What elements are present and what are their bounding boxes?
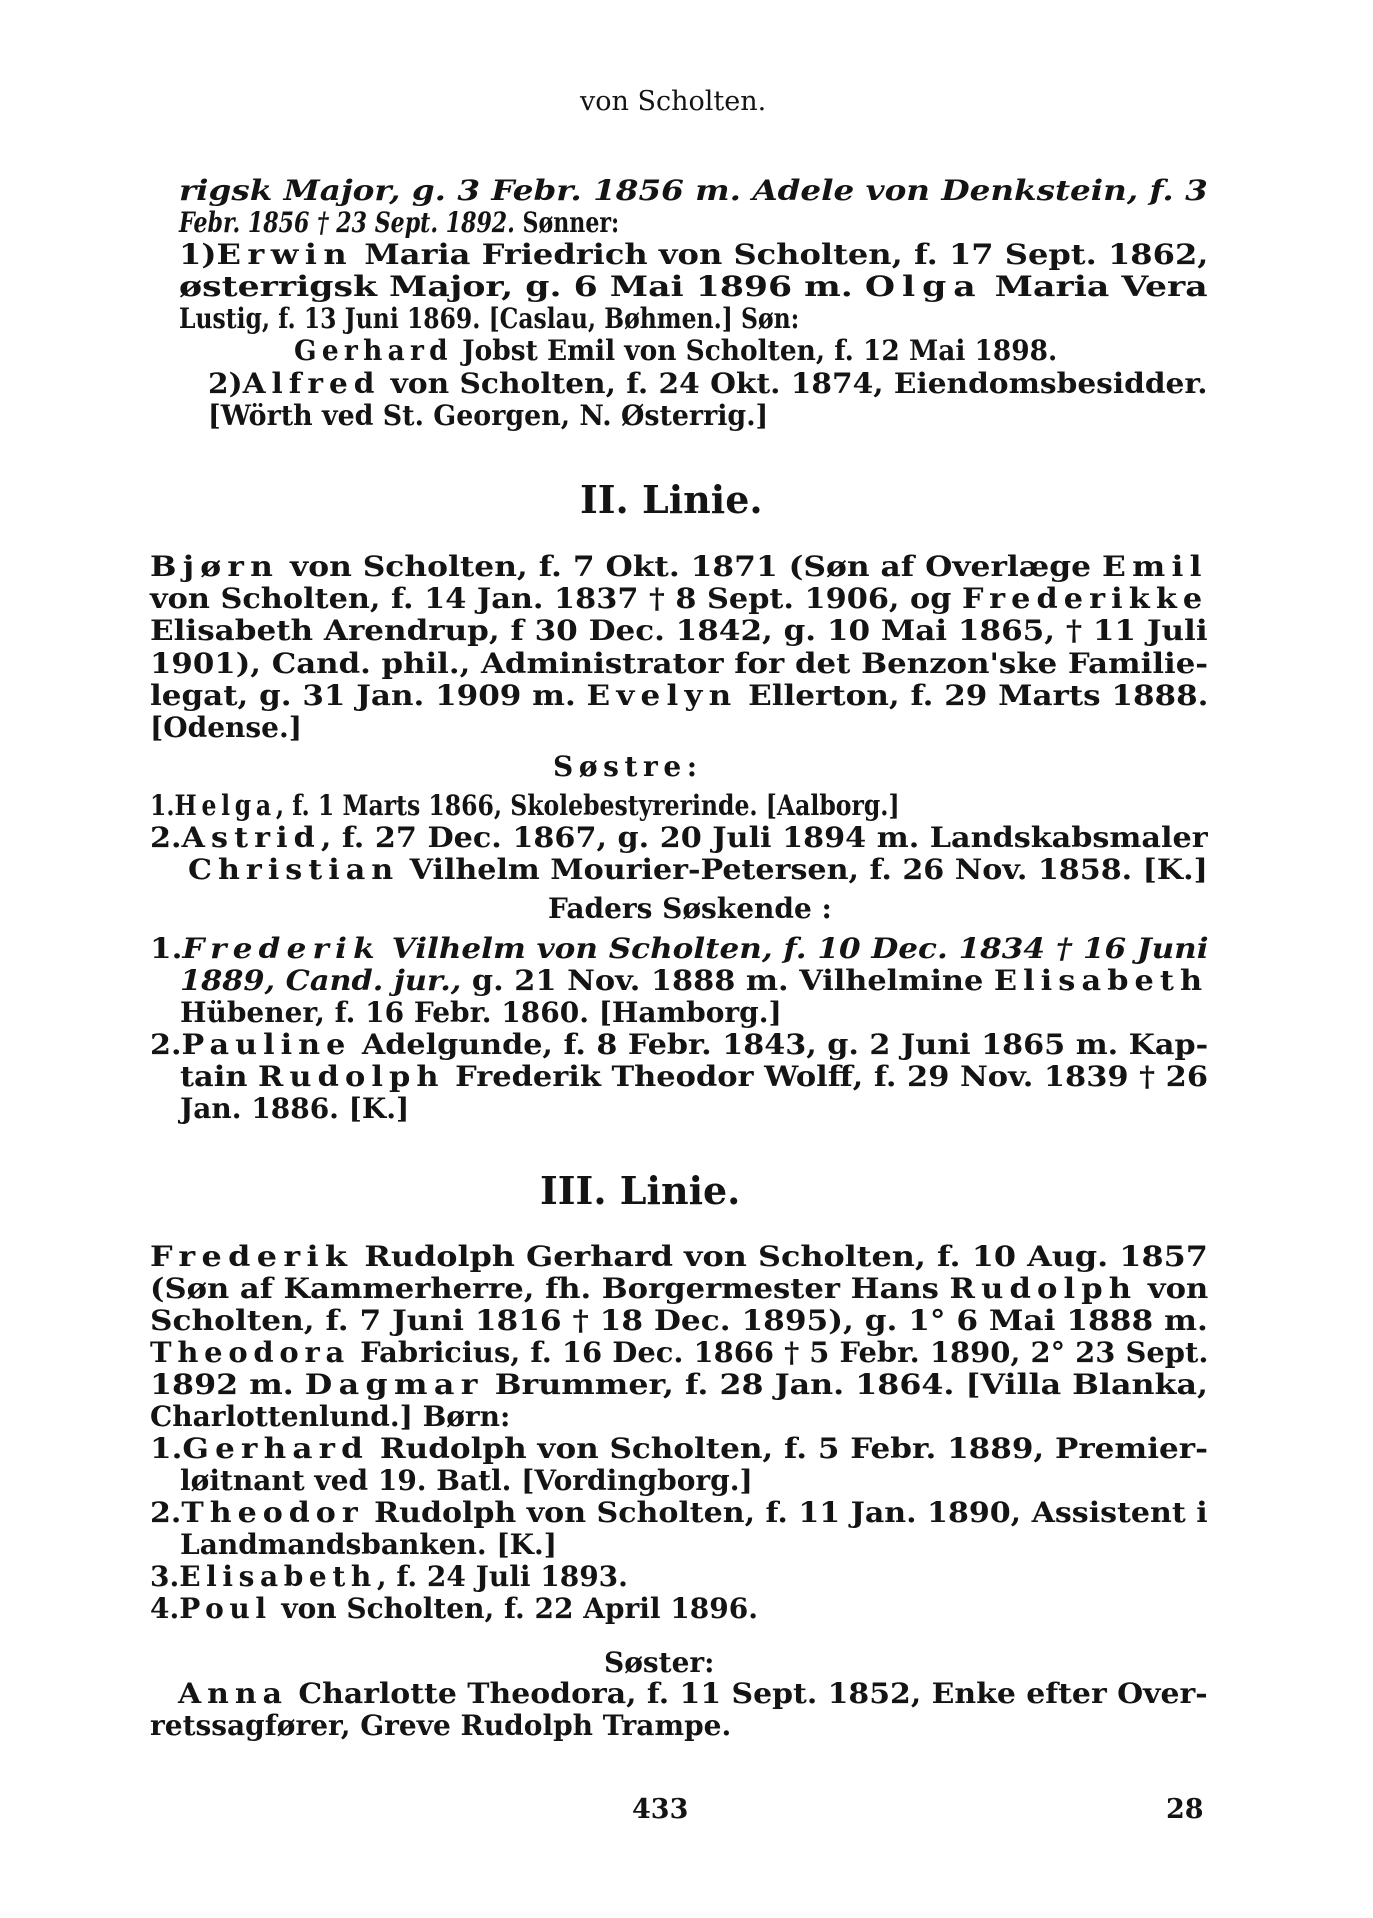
text-line-26 (180, 1092, 410, 1125)
text-line-40 (604, 1646, 715, 1679)
text-line-31 (150, 1336, 1209, 1369)
segment-1: 1) (179, 238, 217, 271)
segment-elisabeth: Elisabeth (179, 1560, 377, 1593)
section-heading (580, 477, 763, 522)
segment-ellerton-f-29-marts-1888: Ellerton, f. 29 Marts 1888. (737, 679, 1209, 712)
segment-rudolph: Rudolph (949, 1272, 1138, 1305)
segment-brummer-f-28-jan-1864-vi: Brummer, f. 28 Jan. 1864. [Villa Blanka, (483, 1368, 1209, 1401)
text-line-24 (150, 1028, 1209, 1061)
text-line-6 (294, 334, 1058, 367)
text-line-41 (178, 1677, 1208, 1710)
segment-von-scholten-f-22-april-: von Scholten, f. 22 April 1896. (271, 1592, 758, 1625)
segment-lustig-f-13-juni-1869-ca: Lustig, f. 13 Juni 1869. [Caslau, Bøhmen.] Søn: (179, 302, 800, 335)
text-line-5 (179, 302, 800, 335)
segment-f-27-dec-1867-g-20-juli-: , f. 27 Dec. 1867, g. 20 Juli 1894 m. Landskabsmaler (320, 821, 1208, 854)
segment-s-ster: Søster: (604, 1646, 715, 1679)
segment-scholten-f-7-juni-1816-1: Scholten, f. 7 Juni 1816 † 18 Dec. 1895), g. 1° 6 Mai 1888 m. (150, 1304, 1208, 1337)
segment-von-scholten-f-7-okt-187: von Scholten, f. 7 Okt. 1871 (Søn af Overlæge (279, 550, 1102, 583)
segment-l-itnant-ved-19-batl-vor: løitnant ved 19. Batl. [Vordingborg.] (180, 1464, 753, 1497)
segment-1901-cand-phil-administr: 1901), Cand. phil., Administrator for det Benzon'ske Familie- (150, 647, 1209, 680)
text-line-16 (553, 750, 703, 783)
text-line-36 (150, 1496, 1208, 1529)
segment-rudolph-von-scholten-f-5: Rudolph von Scholten, f. 5 Febr. 1889, Premier- (369, 1432, 1208, 1465)
text-line-11 (150, 582, 1209, 615)
segment-s-stre: Søstre: (553, 750, 703, 783)
segment-dagmar: Dagmar (304, 1368, 484, 1401)
segment-poul: Poul (179, 1592, 272, 1625)
segment-theodor: Theodor (181, 1496, 364, 1529)
segment-christian: Christian (188, 853, 400, 886)
segment-wo-rth-ved-st-georgen-n-: [Wörth ved St. Georgen, N. Østerrig.] (208, 399, 769, 432)
text-line-25 (180, 1060, 1209, 1093)
text-line-30 (150, 1304, 1208, 1337)
segment-rudolph: Rudolph (258, 1060, 445, 1093)
segment-1889-cand-jur: 1889, Cand. jur., (180, 964, 462, 997)
segment-adelgunde-f-8-febr-1843-: Adelgunde, f. 8 Febr. 1843, g. 2 Juni 1865 m. Kap- (351, 1028, 1209, 1061)
text-line-1 (179, 174, 1208, 207)
section-heading (540, 1168, 741, 1213)
text-line-13 (150, 647, 1209, 680)
text-line-28 (150, 1240, 1208, 1273)
segment-olga: Olga (864, 270, 983, 303)
segment-rudolph-gerhard-von-scho: Rudolph Gerhard von Scholten, f. 10 Aug. 1857 (353, 1240, 1208, 1273)
text-line-35 (180, 1464, 753, 1497)
text-line-42 (150, 1709, 732, 1742)
segment-2: 2. (150, 1028, 182, 1061)
segment-2: 2. (150, 821, 182, 854)
segment-bj-rn: Bjørn (150, 550, 280, 583)
text-line-2 (179, 206, 620, 239)
text-line-3 (179, 238, 1209, 271)
segment-3: 3. (150, 1560, 180, 1593)
segment-gerhard: Gerhard (294, 334, 453, 367)
text-line-20 (548, 892, 832, 925)
segment-1: 1. (150, 789, 175, 822)
segment-elisabeth-arendrup-f-30-: Elisabeth Arendrup, f 30 Dec. 1842, g. 10 Mai 1865, † 11 Juli (150, 614, 1208, 647)
segment-2: 2) (208, 367, 243, 400)
segment-retssagf-rer-greve-rudol: retssagfører, Greve Rudolph Trampe. (150, 1709, 732, 1742)
segment-charlotte-theodora-f-11-: Charlotte Theodora, f. 11 Sept. 1852, Enke efter Over- (287, 1677, 1208, 1710)
segment-von: von (1137, 1272, 1209, 1305)
segment-2: 2. (150, 1496, 182, 1529)
segment-s-n-af-kammerherre-fh-bo: (Søn af Kammerherre, fh. Borgermester Hans (150, 1272, 950, 1305)
segment-ii-linie: II. Linie. (580, 477, 763, 522)
text-line-10 (150, 550, 1208, 583)
segment-landmandsbanken-k: Landmandsbanken. [K.] (180, 1528, 557, 1561)
segment-frederik: Frederik (182, 932, 381, 965)
segment-g-21-nov-1888-m-vilhelmi: g. 21 Nov. 1888 m. Vilhelmine (461, 964, 994, 997)
segment-f-1-marts-1866-skolebest: , f. 1 Marts 1866, Skolebestyrerinde. [Aalborg.] (275, 789, 900, 822)
segment-von-scholten-f-14-jan-18: von Scholten, f. 14 Jan. 1837 † 8 Sept. 1906, og (150, 582, 963, 615)
segment-sterrigsk-major-g-6-mai-: østerrigsk Major, g. 6 Mai 1896 m. (179, 270, 865, 303)
text-line-21 (150, 932, 1209, 965)
segment-astrid: Astrid (181, 821, 321, 854)
text-line-14 (150, 679, 1209, 712)
segment-elisabeth: Elisabeth (993, 964, 1209, 997)
segment-theodora: Theodora (150, 1336, 351, 1369)
segment-frederik-theodor-wolff-f: Frederik Theodor Wolff, f. 29 Nov. 1839 † 26 (444, 1060, 1209, 1093)
segment-charlottenlund-b-rn: Charlottenlund.] Børn: (150, 1400, 511, 1433)
text-line-8 (208, 399, 769, 432)
running-head: von Scholten. (580, 86, 767, 117)
segment-1: 1. (150, 1432, 183, 1465)
segment-maria-vera: Maria Vera (982, 270, 1208, 303)
segment-frederikke: Frederikke (962, 582, 1209, 615)
text-line-17 (150, 789, 900, 822)
segment-vilhelm-mourier-petersen: Vilhelm Mourier-Petersen, f. 26 Nov. 1858. [K.] (399, 853, 1208, 886)
segment-rudolph-von-scholten-f-1: Rudolph von Scholten, f. 11 Jan. 1890, Assistent i (363, 1496, 1208, 1529)
text-line-38 (150, 1560, 628, 1593)
text-line-32 (150, 1368, 1209, 1401)
text-line-39 (150, 1592, 758, 1625)
text-line-15 (150, 711, 302, 744)
segment-anna: Anna (178, 1677, 288, 1710)
segment-vilhelm-von-scholten-f-1: Vilhelm von Scholten, f. 10 Dec. 1834 † 16 Juni (380, 932, 1209, 965)
text-line-37 (180, 1528, 557, 1561)
segment-hu-bener-f-16-febr-1860-: Hübener, f. 16 Febr. 1860. [Hamborg.] (180, 996, 782, 1029)
segment-fabricius-f-16-dec-1866-: Fabricius, f. 16 Dec. 1866 † 5 Febr. 1890, 2° 23 Sept. (350, 1336, 1209, 1369)
segment-jobst-emil-von-scholten-: Jobst Emil von Scholten, f. 12 Mai 1898. (452, 334, 1058, 367)
segment-4: 4. (150, 1592, 180, 1625)
segment-f-24-juli-1893: , f. 24 Juli 1893. (376, 1560, 628, 1593)
segment-1: 1. (150, 932, 183, 965)
segment-odense: [Odense.] (150, 711, 302, 744)
segment-evelyn: Evelyn (586, 679, 738, 712)
text-line-7 (208, 367, 1208, 400)
segment-emil: Emil (1101, 550, 1208, 583)
segment-jan-1886-k: Jan. 1886. [K.] (180, 1092, 410, 1125)
text-line-4 (179, 270, 1208, 303)
segment-faders-s-skende: Faders Søskende : (548, 892, 832, 925)
segment-tain: tain (180, 1060, 259, 1093)
text-line-33 (150, 1400, 511, 1433)
segment-frederik: Frederik (150, 1240, 354, 1273)
page-number: 433 (632, 1794, 689, 1825)
segment-gerhard: Gerhard (182, 1432, 370, 1465)
signature-mark: 28 (1166, 1794, 1204, 1825)
segment-alfred: Alfred (242, 367, 381, 400)
segment-1892-m: 1892 m. (150, 1368, 305, 1401)
text-line-12 (150, 614, 1208, 647)
segment-pauline: Pauline (181, 1028, 352, 1061)
segment-iii-linie: III. Linie. (540, 1168, 741, 1213)
segment-rigsk-major-g-3-febr-185: rigsk Major, g. 3 Febr. 1856 m. Adele von Denkstein, f. 3 (179, 174, 1208, 207)
segment-von-scholten-f-24-okt-18: von Scholten, f. 24 Okt. 1874, Eiendomsbesidder. (380, 367, 1208, 400)
text-line-34 (150, 1432, 1208, 1465)
segment-s-nner: Sønner: (514, 206, 620, 239)
text-line-22 (180, 964, 1209, 997)
segment-maria-friedrich-von-scho: Maria Friedrich von Scholten, f. 17 Sept. 1862, (353, 238, 1209, 271)
text-line-29 (150, 1272, 1209, 1305)
text-line-23 (180, 996, 782, 1029)
segment-febr-1856-23-sept-1892: Febr. 1856 † 23 Sept. 1892. (179, 206, 515, 239)
segment-legat-g-31-jan-1909-m: legat, g. 31 Jan. 1909 m. (150, 679, 587, 712)
text-line-18 (150, 821, 1208, 854)
segment-erwin: Erwin (216, 238, 354, 271)
text-line-19 (188, 853, 1208, 886)
segment-helga: Helga (174, 789, 276, 822)
